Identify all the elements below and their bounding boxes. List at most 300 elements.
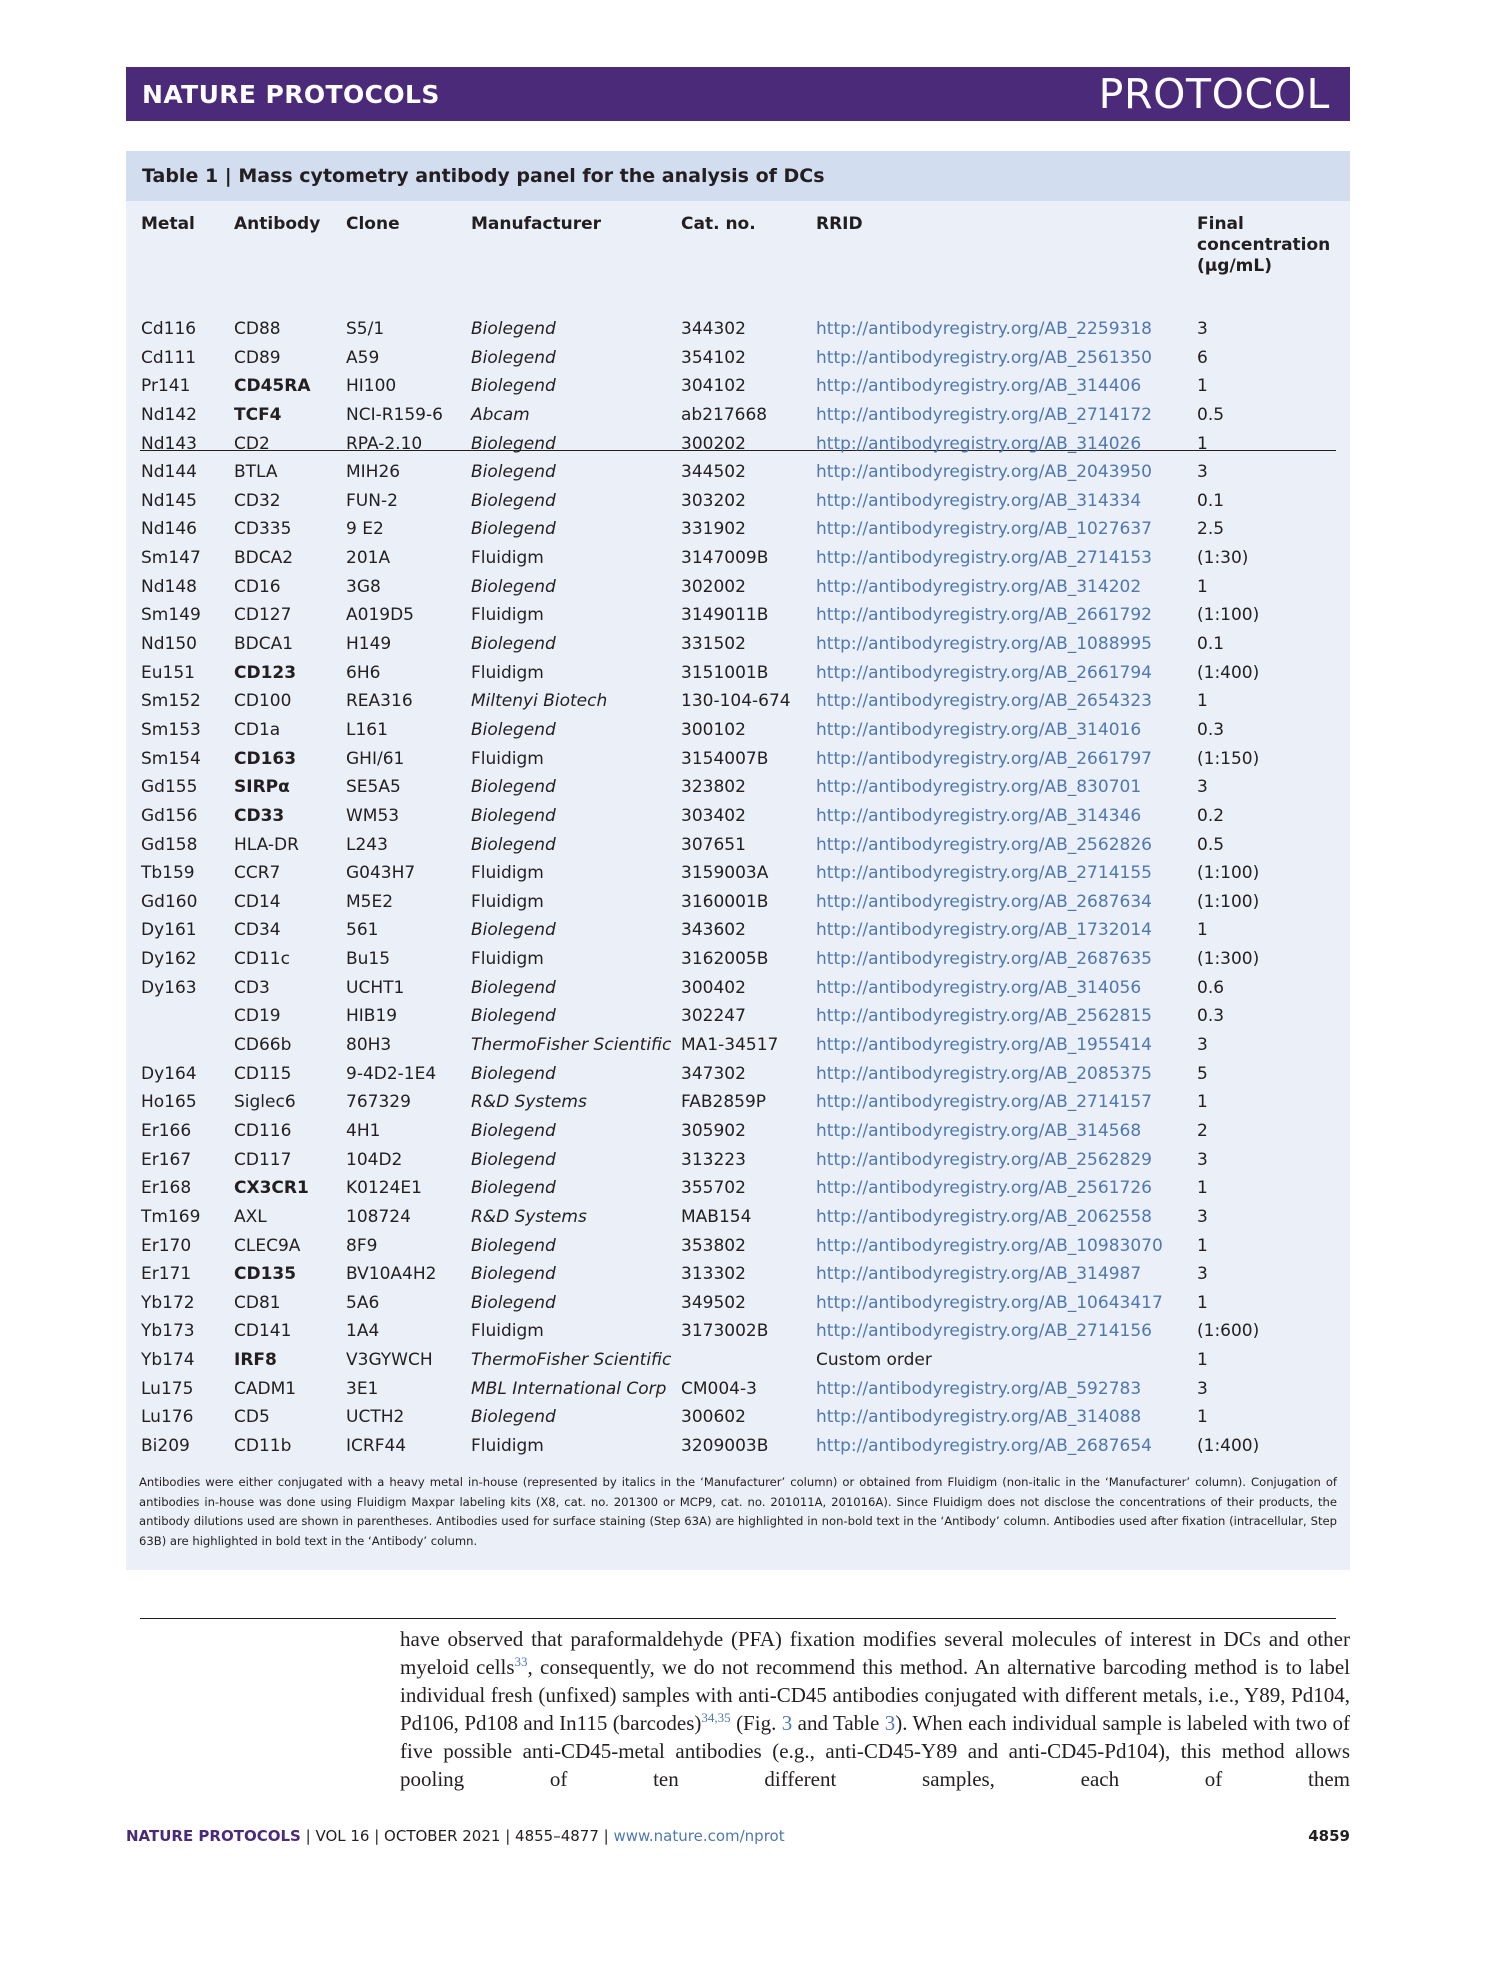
rrid-link[interactable]: http://antibodyregistry.org/AB_314056 (816, 977, 1142, 998)
rrid-link[interactable]: http://antibodyregistry.org/AB_314568 (816, 1120, 1142, 1141)
cat-no-cell: 3147009B (681, 548, 769, 569)
clone-cell: 8F9 (346, 1235, 378, 1256)
cat-no-cell: 300402 (681, 977, 746, 998)
manufacturer-cell: Fluidigm (471, 548, 544, 569)
table-row (126, 1376, 1350, 1405)
manufacturer-cell: Biolegend (471, 1120, 556, 1141)
manufacturer-cell: Biolegend (471, 1063, 556, 1084)
header-antibody: Antibody (234, 214, 321, 234)
clone-cell: 561 (346, 920, 379, 941)
antibody-cell: CD33 (234, 805, 285, 826)
clone-cell: 9 E2 (346, 519, 384, 540)
manufacturer-cell: Fluidigm (471, 863, 544, 884)
citation-33[interactable]: 33 (514, 1654, 528, 1669)
table-row (126, 459, 1350, 488)
antibody-cell: CD127 (234, 605, 292, 626)
rrid-link[interactable]: http://antibodyregistry.org/AB_314987 (816, 1264, 1142, 1285)
table-row (126, 688, 1350, 717)
concentration-cell: (1:600) (1197, 1321, 1260, 1342)
clone-cell: BV10A4H2 (346, 1264, 437, 1285)
cat-no-cell: 3162005B (681, 949, 769, 970)
table-3-link[interactable]: 3 (884, 1711, 896, 1735)
concentration-cell: 0.6 (1197, 977, 1225, 998)
manufacturer-cell: Biolegend (471, 347, 556, 368)
concentration-cell: 3 (1197, 1035, 1208, 1056)
concentration-cell: (1:100) (1197, 605, 1260, 626)
antibody-cell: AXL (234, 1206, 267, 1227)
antibody-cell: CD123 (234, 662, 297, 683)
clone-cell: 201A (346, 548, 391, 569)
antibody-cell: CD11c (234, 949, 290, 970)
manufacturer-cell: Biolegend (471, 519, 556, 540)
rrid-link[interactable]: http://antibodyregistry.org/AB_2259318 (816, 319, 1152, 339)
antibody-cell: CD14 (234, 891, 281, 912)
cat-no-cell: 300202 (681, 433, 746, 454)
rrid-link[interactable]: http://antibodyregistry.org/AB_2661797 (816, 748, 1152, 769)
concentration-cell: 2 (1197, 1120, 1208, 1141)
rrid-link[interactable]: http://antibodyregistry.org/AB_2687654 (816, 1435, 1152, 1456)
body-text-5: ). When each individual sample is labeled with two of five possible anti-CD45-metal antibodies (e.g., anti-CD45-Y89 and anti-CD45-Pd104), this method allows pooling of ten different samples, each of them (400, 1711, 1351, 1791)
antibody-cell: CD100 (234, 691, 292, 712)
table-row (126, 1347, 1350, 1376)
concentration-cell: 3 (1197, 1264, 1208, 1285)
concentration-cell: 1 (1197, 1092, 1208, 1113)
manufacturer-cell: Biolegend (471, 1235, 556, 1256)
metal-cell: Nd143 (141, 433, 197, 454)
clone-cell: HI100 (346, 376, 397, 397)
antibody-cell: CLEC9A (234, 1235, 301, 1256)
cat-no-cell: 331902 (681, 519, 746, 540)
clone-cell: 104D2 (346, 1149, 403, 1170)
rrid-link[interactable]: http://antibodyregistry.org/AB_2562829 (816, 1149, 1152, 1170)
metal-cell: Nd145 (141, 490, 197, 511)
antibody-cell: CD163 (234, 748, 297, 769)
figure-3-link[interactable]: 3 (781, 1711, 793, 1735)
manufacturer-cell: Biolegend (471, 1006, 556, 1027)
cat-no-cell: 300102 (681, 719, 746, 740)
rrid-link[interactable]: http://antibodyregistry.org/AB_592783 (816, 1378, 1142, 1399)
manufacturer-cell: Biolegend (471, 576, 556, 597)
manufacturer-cell: ThermoFisher Scientific (471, 1035, 672, 1056)
metal-cell: Ho165 (141, 1092, 197, 1113)
header-cat-no: Cat. no. (681, 214, 756, 234)
antibody-cell: CD88 (234, 319, 281, 339)
antibody-cell: SIRPα (234, 777, 290, 798)
concentration-cell: 0.1 (1197, 490, 1225, 511)
manufacturer-cell: Fluidigm (471, 949, 544, 970)
concentration-cell: 1 (1197, 1178, 1208, 1199)
clone-cell: 4H1 (346, 1120, 381, 1141)
manufacturer-cell: Biolegend (471, 977, 556, 998)
table-row (126, 1147, 1350, 1176)
manufacturer-cell: Biolegend (471, 1407, 556, 1428)
manufacturer-cell: Biolegend (471, 1178, 556, 1199)
clone-cell: 80H3 (346, 1035, 392, 1056)
table-row (126, 1233, 1350, 1262)
rrid-link[interactable]: http://antibodyregistry.org/AB_1955414 (816, 1035, 1152, 1056)
table-row (126, 1261, 1350, 1290)
journal-banner (126, 67, 1350, 121)
rrid-link[interactable]: http://antibodyregistry.org/AB_1027637 (816, 519, 1152, 540)
table-row (126, 832, 1350, 861)
rrid-link[interactable]: http://antibodyregistry.org/AB_2062558 (816, 1206, 1152, 1227)
concentration-cell: 1 (1197, 1350, 1208, 1371)
clone-cell: RPA-2.10 (346, 433, 423, 454)
metal-cell: Yb172 (141, 1292, 195, 1313)
cat-no-cell: 344302 (681, 319, 746, 339)
manufacturer-cell: R&D Systems (471, 1092, 587, 1113)
rrid-link[interactable]: http://antibodyregistry.org/AB_2714157 (816, 1092, 1152, 1113)
cat-no-cell: 354102 (681, 347, 746, 368)
table-row (126, 402, 1350, 431)
antibody-cell: CD135 (234, 1264, 297, 1285)
metal-cell: Nd148 (141, 576, 197, 597)
metal-cell: Er167 (141, 1149, 192, 1170)
metal-cell: Dy164 (141, 1063, 197, 1084)
section-label: PROTOCOL (1098, 70, 1330, 118)
metal-cell: Gd160 (141, 891, 198, 912)
cat-no-cell: 3159003A (681, 863, 769, 884)
table-row (126, 889, 1350, 918)
concentration-cell: 0.1 (1197, 634, 1225, 655)
clone-cell: UCTH2 (346, 1407, 405, 1428)
manufacturer-cell: Biolegend (471, 920, 556, 941)
clone-cell: 3G8 (346, 576, 381, 597)
antibody-cell: CD45RA (234, 376, 311, 397)
antibody-cell: CD115 (234, 1063, 292, 1084)
antibody-cell: CD32 (234, 490, 281, 511)
concentration-cell: 0.3 (1197, 719, 1225, 740)
antibody-cell: BDCA1 (234, 634, 294, 655)
antibody-cell: CD117 (234, 1149, 292, 1170)
manufacturer-cell: Biolegend (471, 805, 556, 826)
table-row (126, 774, 1350, 803)
concentration-cell: 6 (1197, 347, 1208, 368)
concentration-cell: (1:30) (1197, 548, 1249, 569)
rrid-link[interactable]: http://antibodyregistry.org/AB_10983070 (816, 1235, 1163, 1256)
rrid-link[interactable]: http://antibodyregistry.org/AB_1088995 (816, 634, 1152, 655)
cat-no-cell: 303202 (681, 490, 746, 511)
body-paragraph (400, 1625, 1350, 1793)
clone-cell: S5/1 (346, 319, 385, 339)
clone-cell: WM53 (346, 805, 400, 826)
cat-no-cell: 313302 (681, 1264, 746, 1285)
concentration-cell: (1:400) (1197, 1435, 1260, 1456)
metal-cell: Nd146 (141, 519, 197, 540)
body-text-3: (Fig. (730, 1711, 782, 1735)
metal-cell: Nd142 (141, 404, 197, 425)
antibody-cell: CD5 (234, 1407, 270, 1428)
body-text-1: have observed that paraformaldehyde (PFA) fixation modifies several molecules of interest in DCs and other myeloid cells (400, 1627, 1350, 1679)
table-row (126, 1118, 1350, 1147)
manufacturer-cell: Fluidigm (471, 1321, 544, 1342)
cat-no-cell: 300602 (681, 1407, 746, 1428)
cat-no-cell: 323802 (681, 777, 746, 798)
cat-no-cell: 130-104-674 (681, 691, 791, 712)
clone-cell: FUN-2 (346, 490, 398, 511)
cat-no-cell: MA1-34517 (681, 1035, 779, 1056)
cat-no-cell: 302002 (681, 576, 746, 597)
concentration-cell: 3 (1197, 1206, 1208, 1227)
concentration-cell: 3 (1197, 319, 1208, 339)
antibody-cell: CD11b (234, 1435, 292, 1456)
cat-no-cell: 3160001B (681, 891, 769, 912)
concentration-cell: 0.2 (1197, 805, 1225, 826)
rrid-link[interactable]: http://antibodyregistry.org/AB_2687635 (816, 949, 1152, 970)
concentration-cell: 0.5 (1197, 834, 1225, 855)
rrid-link[interactable]: http://antibodyregistry.org/AB_10643417 (816, 1292, 1163, 1313)
concentration-cell: 3 (1197, 777, 1208, 798)
antibody-cell: BTLA (234, 462, 278, 483)
header-clone: Clone (346, 214, 400, 234)
body-text-2: , consequently, we do not recommend this method. An alternative barcoding method is to label individual fresh (unfixed) samples with anti-CD45 antibodies conjugated with different metals, i.e., Y89, Pd104, Pd106, Pd108 and In115 (barcodes) (400, 1655, 1350, 1735)
manufacturer-cell: Biolegend (471, 433, 556, 454)
metal-cell: Nd144 (141, 462, 197, 483)
cat-no-cell: FAB2859P (681, 1092, 767, 1113)
table-row (126, 1003, 1350, 1032)
rrid-link[interactable]: http://antibodyregistry.org/AB_2714155 (816, 863, 1152, 884)
rrid-link[interactable]: http://antibodyregistry.org/AB_314088 (816, 1407, 1142, 1428)
footer-url-link[interactable]: www.nature.com/nprot (613, 1827, 785, 1845)
rrid-link[interactable]: http://antibodyregistry.org/AB_314016 (816, 719, 1142, 740)
antibody-cell: CD335 (234, 519, 292, 540)
cat-no-cell: 303402 (681, 805, 746, 826)
metal-cell: Er170 (141, 1235, 192, 1256)
rrid-link[interactable]: http://antibodyregistry.org/AB_830701 (816, 777, 1142, 798)
metal-cell: Yb174 (141, 1350, 195, 1371)
concentration-cell: (1:300) (1197, 949, 1260, 970)
metal-cell: Er171 (141, 1264, 192, 1285)
table-row (126, 1318, 1350, 1347)
metal-cell: Gd156 (141, 805, 198, 826)
table-bottom-rule (140, 1618, 1336, 1619)
rrid-link[interactable]: http://antibodyregistry.org/AB_314346 (816, 805, 1142, 826)
header-manufacturer: Manufacturer (471, 214, 602, 234)
metal-cell: Eu151 (141, 662, 195, 683)
cat-no-cell: 344502 (681, 462, 746, 483)
concentration-cell: (1:400) (1197, 662, 1260, 683)
rrid-link[interactable]: http://antibodyregistry.org/AB_314026 (816, 433, 1142, 454)
antibody-cell: CADM1 (234, 1378, 297, 1399)
metal-cell: Tb159 (141, 863, 195, 884)
table-footnote: Antibodies were either conjugated with a heavy metal in-house (represented by italics in the ‘Manufacturer’ column) or obtained from Fluidigm (non-italic in the ‘Manufacturer’ column). Conjugation of antibodies in-house was done using Fluidigm Maxpar labeling kits (X8, cat. no. 201300 or MCP9, cat. no. 201011A, 201016A). Since Fluidigm does not disclose the concentrations of their products, the antibody dilutions used are shown in parentheses. Antibodies used for surface staining (Step 63A) are highlighted in non-bold text in the ‘Antibody’ column. Antibodies used after fixation (intracellular, Step 63B) are highlighted in bold text in the ‘Antibody’ column. (139, 1475, 1337, 1548)
journal-name: NATURE PROTOCOLS (142, 79, 440, 109)
table-row (126, 1032, 1350, 1061)
rrid-link[interactable]: http://antibodyregistry.org/AB_2085375 (816, 1063, 1152, 1084)
clone-cell: L161 (346, 719, 388, 740)
rrid-link[interactable]: http://antibodyregistry.org/AB_314334 (816, 490, 1142, 511)
cat-no-cell: 3151001B (681, 662, 769, 683)
manufacturer-cell: ThermoFisher Scientific (471, 1350, 672, 1371)
manufacturer-cell: Fluidigm (471, 605, 544, 626)
rrid-link[interactable]: http://antibodyregistry.org/AB_2714172 (816, 404, 1152, 425)
table-row (126, 345, 1350, 374)
table-row (126, 488, 1350, 517)
metal-cell: Cd111 (141, 347, 197, 368)
clone-cell: G043H7 (346, 863, 416, 884)
clone-cell: UCHT1 (346, 977, 405, 998)
metal-cell: Pr141 (141, 376, 191, 397)
table-row (126, 717, 1350, 746)
concentration-cell: 0.5 (1197, 404, 1225, 425)
table-row (126, 946, 1350, 975)
metal-cell: Sm149 (141, 605, 201, 626)
antibody-cell: CCR7 (234, 863, 281, 884)
antibody-cell: TCF4 (234, 404, 282, 425)
rrid-link[interactable]: http://antibodyregistry.org/AB_2561350 (816, 347, 1152, 368)
table-row (126, 602, 1350, 631)
table-row (126, 660, 1350, 689)
clone-cell: Bu15 (346, 949, 391, 970)
table-row (126, 1433, 1350, 1462)
clone-cell: A019D5 (346, 605, 414, 626)
table-row (126, 631, 1350, 660)
rrid-link[interactable]: http://antibodyregistry.org/AB_2654323 (816, 691, 1152, 712)
table-row (126, 746, 1350, 775)
concentration-cell: 1 (1197, 433, 1208, 454)
manufacturer-cell: Fluidigm (471, 1435, 544, 1456)
manufacturer-cell: Biolegend (471, 319, 556, 339)
clone-cell: HIB19 (346, 1006, 398, 1027)
rrid-link[interactable]: http://antibodyregistry.org/AB_2687634 (816, 891, 1152, 912)
metal-cell: Dy163 (141, 977, 197, 998)
metal-cell: Nd150 (141, 634, 197, 655)
manufacturer-cell: Biolegend (471, 777, 556, 798)
concentration-cell: 1 (1197, 920, 1208, 941)
metal-cell: Lu175 (141, 1378, 194, 1399)
concentration-cell: (1:100) (1197, 863, 1260, 884)
manufacturer-cell: MBL International Corp (471, 1378, 667, 1399)
rrid-link[interactable]: http://antibodyregistry.org/AB_2661792 (816, 605, 1152, 626)
metal-cell: Er166 (141, 1120, 192, 1141)
footer-details: | VOL 16 | OCTOBER 2021 | 4855–4877 | (305, 1827, 614, 1845)
table-row (126, 516, 1350, 545)
clone-cell: H149 (346, 634, 392, 655)
concentration-cell: 1 (1197, 576, 1208, 597)
table-row (126, 373, 1350, 402)
manufacturer-cell: Biolegend (471, 462, 556, 483)
antibody-cell: IRF8 (234, 1350, 277, 1371)
clone-cell: 3E1 (346, 1378, 379, 1399)
table-row (126, 1089, 1350, 1118)
antibody-cell: HLA-DR (234, 834, 299, 855)
concentration-cell: 1 (1197, 1292, 1208, 1313)
citation-34-35[interactable]: 34,35 (701, 1710, 731, 1725)
footer-journal: NATURE PROTOCOLS (126, 1827, 301, 1845)
rrid-link[interactable]: http://antibodyregistry.org/AB_314406 (816, 376, 1142, 397)
cat-no-cell: 331502 (681, 634, 746, 655)
metal-cell: Sm153 (141, 719, 201, 740)
table-row (126, 1290, 1350, 1319)
table-row (126, 1204, 1350, 1233)
antibody-cell: BDCA2 (234, 548, 294, 569)
antibody-cell: CD66b (234, 1035, 292, 1056)
clone-cell: 5A6 (346, 1292, 380, 1313)
concentration-cell: 1 (1197, 376, 1208, 397)
rrid-link[interactable]: http://antibodyregistry.org/AB_2661794 (816, 662, 1152, 683)
concentration-cell: 1 (1197, 1407, 1208, 1428)
metal-cell: Dy161 (141, 920, 197, 941)
cat-no-cell: ab217668 (681, 404, 768, 425)
manufacturer-cell: Biolegend (471, 834, 556, 855)
manufacturer-cell: Fluidigm (471, 662, 544, 683)
clone-cell: L243 (346, 834, 388, 855)
cat-no-cell: 347302 (681, 1063, 746, 1084)
metal-cell: Lu176 (141, 1407, 194, 1428)
cat-no-cell: 3173002B (681, 1321, 769, 1342)
concentration-cell: 1 (1197, 1235, 1208, 1256)
metal-cell: Sm152 (141, 691, 201, 712)
table-row (126, 1404, 1350, 1433)
rrid-link[interactable]: http://antibodyregistry.org/AB_2714156 (816, 1321, 1152, 1342)
concentration-cell: 1 (1197, 691, 1208, 712)
header-final-concentration: Final concentration (μg/mL) (1197, 214, 1331, 276)
manufacturer-cell: Biolegend (471, 490, 556, 511)
body-text-4: and Table (792, 1711, 885, 1735)
cat-no-cell: 313223 (681, 1149, 746, 1170)
table-row (126, 545, 1350, 574)
concentration-cell: 3 (1197, 1378, 1208, 1399)
clone-cell: 1A4 (346, 1321, 380, 1342)
manufacturer-cell: Abcam (471, 404, 530, 425)
clone-cell: SE5A5 (346, 777, 401, 798)
header-rrid: RRID (816, 214, 863, 234)
table-row (126, 1061, 1350, 1090)
antibody-cell: CD3 (234, 977, 270, 998)
table-row (126, 1175, 1350, 1204)
antibody-cell: CD141 (234, 1321, 292, 1342)
cat-no-cell: 3154007B (681, 748, 769, 769)
cat-no-cell: 304102 (681, 376, 746, 397)
clone-cell: 108724 (346, 1206, 411, 1227)
metal-cell: Tm169 (141, 1206, 201, 1227)
table-caption: Table 1 | Mass cytometry antibody panel for the analysis of DCs (126, 151, 1350, 201)
metal-cell: Yb173 (141, 1321, 195, 1342)
antibody-cell: CD81 (234, 1292, 281, 1313)
page-number: 4859 (1308, 1827, 1350, 1845)
cat-no-cell: 305902 (681, 1120, 746, 1141)
cat-no-cell: 349502 (681, 1292, 746, 1313)
table-row (126, 917, 1350, 946)
manufacturer-cell: Miltenyi Biotech (471, 691, 608, 712)
rrid-link[interactable]: http://antibodyregistry.org/AB_2561726 (816, 1178, 1152, 1199)
header-metal: Metal (141, 214, 195, 234)
cat-no-cell: MAB154 (681, 1206, 752, 1227)
concentration-cell: 3 (1197, 462, 1208, 483)
rrid-link[interactable]: http://antibodyregistry.org/AB_1732014 (816, 920, 1152, 941)
manufacturer-cell: Biolegend (471, 719, 556, 740)
metal-cell: Cd116 (141, 319, 197, 339)
rrid-link[interactable]: http://antibodyregistry.org/AB_2043950 (816, 462, 1152, 483)
metal-cell: Bi209 (141, 1435, 190, 1456)
antibody-cell: CD16 (234, 576, 281, 597)
rrid-link[interactable]: http://antibodyregistry.org/AB_314202 (816, 576, 1142, 597)
manufacturer-cell: Fluidigm (471, 891, 544, 912)
concentration-cell: 5 (1197, 1063, 1208, 1084)
antibody-cell: CD34 (234, 920, 281, 941)
concentration-cell: (1:150) (1197, 748, 1260, 769)
metal-cell: Dy162 (141, 949, 197, 970)
clone-cell: A59 (346, 347, 380, 368)
cat-no-cell: 355702 (681, 1178, 746, 1199)
clone-cell: 767329 (346, 1092, 411, 1113)
metal-cell: Sm154 (141, 748, 201, 769)
cat-no-cell: 343602 (681, 920, 746, 941)
rrid-link[interactable]: http://antibodyregistry.org/AB_2714153 (816, 548, 1152, 569)
cat-no-cell: CM004-3 (681, 1378, 757, 1399)
rrid-link[interactable]: http://antibodyregistry.org/AB_2562826 (816, 834, 1152, 855)
rrid-link[interactable]: http://antibodyregistry.org/AB_2562815 (816, 1006, 1152, 1027)
